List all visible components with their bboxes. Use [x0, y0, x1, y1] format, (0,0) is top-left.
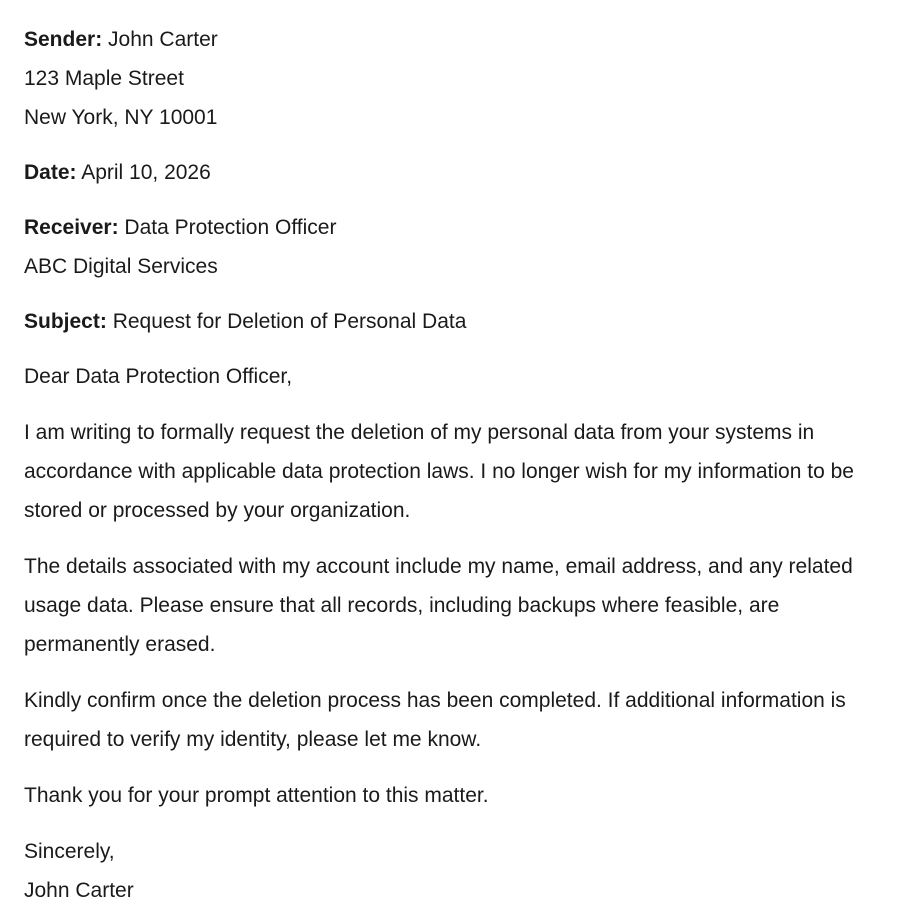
- date-line: [24, 153, 876, 192]
- receiver-label: Receiver:: [24, 216, 119, 239]
- body-paragraph-3: Kindly confirm once the deletion process has been completed. If additional information is required to verify my identity, please let me know.: [24, 689, 846, 751]
- sender-line: [24, 20, 876, 59]
- date-block: [24, 153, 876, 192]
- subject-label: Subject:: [24, 310, 107, 333]
- body-paragraph-2: The details associated with my account include my name, email address, and any related usage data. Please ensure that all records, including backups where feasible, are permanently erased.: [24, 555, 853, 656]
- closing-line: Sincerely,: [24, 840, 115, 863]
- sender-address-line-1: 123 Maple Street: [24, 67, 184, 90]
- salutation: Dear Data Protection Officer,: [24, 365, 293, 388]
- subject-line: [24, 302, 876, 341]
- sender-name: John Carter: [108, 28, 218, 51]
- date-value: April 10, 2026: [81, 161, 211, 184]
- body-paragraph-1: I am writing to formally request the deletion of my personal data from your systems in accordance with applicable data protection laws. I no longer wish for my information to be stored or processed by your organization.: [24, 421, 854, 522]
- subject-block: [24, 302, 876, 341]
- sender-address-line-2: New York, NY 10001: [24, 106, 218, 129]
- receiver-value: Data Protection Officer: [124, 216, 337, 239]
- signature-name: John Carter: [24, 879, 134, 902]
- sender-block: [24, 20, 876, 137]
- receiver-organization: ABC Digital Services: [24, 255, 218, 278]
- subject-value: Request for Deletion of Personal Data: [112, 310, 467, 333]
- receiver-line: [24, 208, 876, 247]
- date-label: Date:: [24, 161, 77, 184]
- body-paragraph-4: Thank you for your prompt attention to this matter.: [24, 784, 489, 807]
- signature-block: [24, 832, 876, 910]
- sender-label: Sender:: [24, 28, 103, 51]
- receiver-block: [24, 208, 876, 286]
